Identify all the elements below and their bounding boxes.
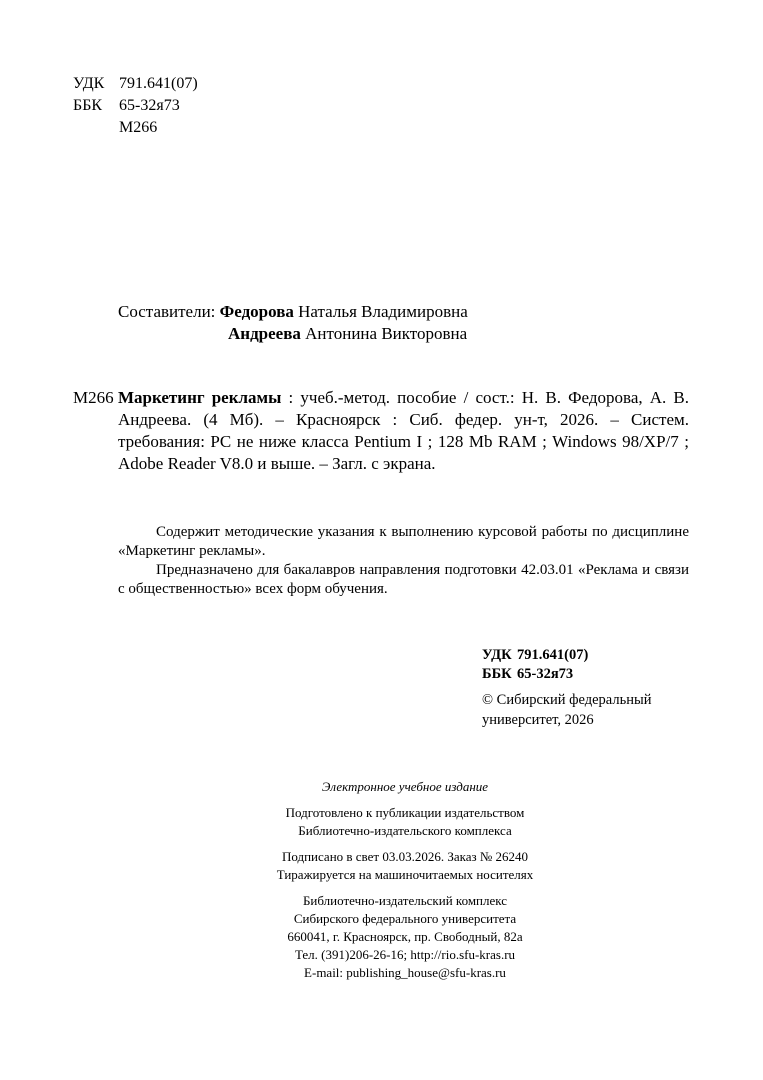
- udk-value: 791.641(07): [119, 75, 198, 92]
- authors-line-2: [228, 323, 467, 345]
- bbk-line: [73, 95, 180, 117]
- right-udk-value: 791.641(07): [517, 647, 589, 663]
- biblio-record: [118, 387, 689, 475]
- colophon: [0, 778, 763, 982]
- annotation-paragraph-2: Предназначено для бакалавров направления подготовки 42.03.01 «Реклама и связи с общественностью» всех форм обучения.: [118, 562, 689, 597]
- biblio-code: М266: [73, 388, 114, 407]
- prepared-line-1: Подготовлено к публикации издательством: [285, 805, 525, 820]
- right-udk-label: УДК: [482, 647, 512, 663]
- right-bbk-label: ББК: [482, 666, 512, 682]
- author-mark: М266: [119, 119, 158, 136]
- prepared-line-2: Библиотечно-издательского комплекса: [298, 823, 512, 838]
- publisher-address-1: Библиотечно-издательский комплекс: [302, 893, 508, 908]
- publisher-email: E-mail: publishing_house@sfu-kras.ru: [304, 965, 506, 980]
- annotation: [118, 523, 689, 599]
- annotation-paragraph-1: Содержит методические указания к выполнению курсовой работы по дисциплине «Маркетинг рекламы».: [118, 524, 689, 559]
- edition-type: Электронное учебное издание: [321, 779, 489, 794]
- udk-line: [73, 73, 198, 95]
- author1-name: Наталья Владимировна: [298, 302, 468, 321]
- copyright-line-2: университет, 2026: [482, 712, 594, 728]
- publisher-phone: Тел. (391)206-26-16; http://rio.sfu-kras.ru: [294, 947, 516, 962]
- right-udk-line: [482, 646, 588, 665]
- right-bbk-value: 65-32я73: [517, 666, 574, 682]
- author1-surname: Федорова: [219, 302, 294, 321]
- copyright-line-1: © Сибирский федеральный: [482, 692, 652, 708]
- bbk-label: ББК: [73, 97, 103, 114]
- udk-label: УДК: [73, 75, 105, 92]
- right-bbk-line: [482, 665, 573, 684]
- authors-line-1: [118, 301, 468, 323]
- biblio-title: Маркетинг рекламы: [118, 388, 282, 407]
- authors-label: Составители:: [118, 302, 216, 321]
- publisher-address-3: 660041, г. Красноярск, пр. Свободный, 82а: [287, 929, 523, 944]
- author2-name: Антонина Викторовна: [305, 324, 468, 343]
- signed-line: Подписано в свет 03.03.2026. Заказ № 26240: [281, 849, 529, 864]
- bbk-value: 65-32я73: [119, 97, 180, 114]
- biblio-body: : учеб.-метод. пособие / сост.: Н. В. Федорова, А. В. Андреева. (4 Мб). – Красноярск : Сиб. федер. ун-т, 2026. – Систем. требования: PC не ниже класса Pentium I ; 128 Mb RAM ; Windows 98/XP/7 ; Adobe Reader V8.0 и выше. – Загл. с экрана.: [118, 388, 690, 473]
- publisher-address-2: Сибирского федерального университета: [293, 911, 517, 926]
- author2-surname: Андреева: [228, 324, 301, 343]
- replicated-line: Тиражируется на машиночитаемых носителях: [276, 867, 534, 882]
